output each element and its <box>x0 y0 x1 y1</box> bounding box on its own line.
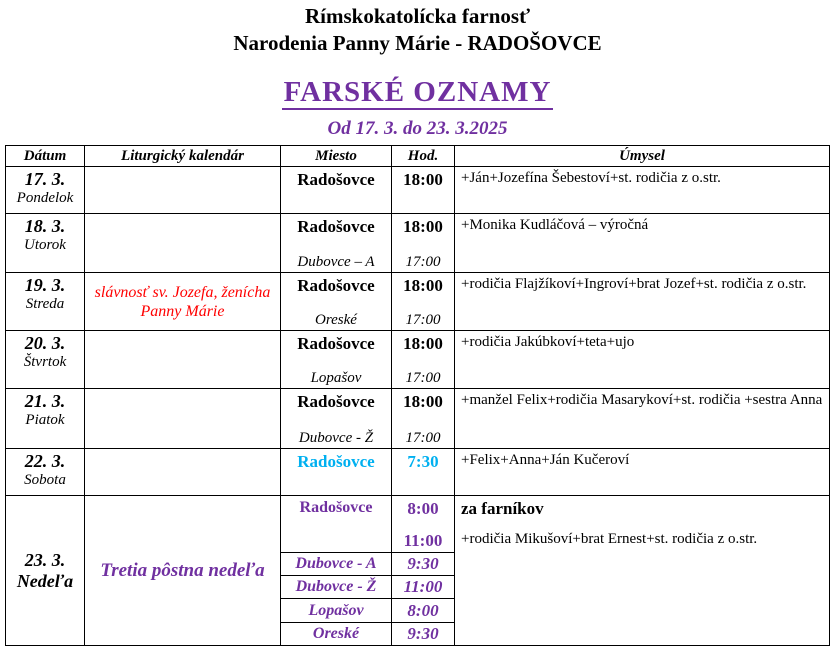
place-cell <box>281 273 392 331</box>
intent-cell: +Ján+Jozefína Šebestoví+st. rodičia z o.str. <box>455 167 830 214</box>
hour-cell <box>392 389 455 449</box>
hour-cell <box>392 496 455 553</box>
date: 23. 3. <box>24 549 66 570</box>
place-main: Radošovce <box>297 334 375 353</box>
place-main: Radošovce <box>297 170 375 189</box>
date: 21. 3. <box>24 391 66 411</box>
weekday: Nedeľa <box>16 570 74 591</box>
place-cell <box>281 496 392 553</box>
hour-secondary: 17:00 <box>405 370 441 386</box>
table-row <box>6 389 830 449</box>
place-cell: Lopašov <box>281 599 392 623</box>
hour-main: 18:00 <box>403 334 443 353</box>
col-hour: Hod. <box>392 146 455 167</box>
date: 22. 3. <box>24 451 66 471</box>
page-title <box>0 76 835 109</box>
date: 18. 3. <box>24 216 66 236</box>
calendar-cell <box>85 389 281 449</box>
hour-cell <box>392 449 455 496</box>
calendar-cell <box>85 331 281 389</box>
date-cell <box>6 331 85 389</box>
place-main: Radošovce <box>297 452 375 471</box>
hour-cell: 8:00 <box>392 599 455 623</box>
weekday: Utorok <box>24 237 66 253</box>
hour-cell <box>392 167 455 214</box>
place-cell <box>281 331 392 389</box>
date-cell <box>6 167 85 214</box>
intent-primary: za farníkov <box>461 499 544 518</box>
intent-secondary: +rodičia Mikušoví+brat Ernest+st. rodičia z o.str. <box>461 531 758 547</box>
col-intent: Úmysel <box>455 146 830 167</box>
col-place: Miesto <box>281 146 392 167</box>
place-main: Radošovce <box>297 392 375 411</box>
place-cell: Oreské <box>281 623 392 646</box>
intent-cell: +Monika Kudláčová – výročná <box>455 214 830 273</box>
place-cell: Dubovce - Ž <box>281 576 392 599</box>
place-secondary: Dubovce – A <box>297 254 375 270</box>
date: 17. 3. <box>24 169 66 189</box>
weekday: Pondelok <box>16 190 74 206</box>
place-cell <box>281 389 392 449</box>
hour-main: 7:30 <box>407 452 439 471</box>
table-header-row <box>6 146 830 167</box>
weekday: Sobota <box>24 472 66 488</box>
hour-main: 8:00 <box>407 499 439 518</box>
parish-subtitle: Narodenia Panny Márie - RADOŠOVCE <box>233 31 602 55</box>
hour-cell <box>392 214 455 273</box>
place-cell: Dubovce - A <box>281 553 392 576</box>
period: Od 17. 3. do 23. 3.2025 <box>327 118 508 139</box>
table-row <box>6 167 830 214</box>
date-cell <box>6 449 85 496</box>
parish-name: Rímskokatolícka farnosť <box>304 4 531 28</box>
place-main: Radošovce <box>297 217 375 236</box>
hour-secondary: 11:00 <box>403 531 443 550</box>
hour-cell: 9:30 <box>392 553 455 576</box>
hour-main: 18:00 <box>403 170 443 189</box>
col-date: Dátum <box>6 146 85 167</box>
calendar-cell <box>85 449 281 496</box>
place-cell <box>281 167 392 214</box>
date: 19. 3. <box>24 275 66 295</box>
hour-cell: 9:30 <box>392 623 455 646</box>
place-secondary: Oreské <box>315 312 357 328</box>
place-secondary: Dubovce - Ž <box>298 430 374 446</box>
place-main: Radošovce <box>297 276 375 295</box>
hour-main: 18:00 <box>403 276 443 295</box>
table-row <box>6 331 830 389</box>
table-row <box>6 273 830 331</box>
calendar-cell <box>85 167 281 214</box>
hour-main: 18:00 <box>403 392 443 411</box>
place-cell <box>281 214 392 273</box>
weekday: Piatok <box>25 412 65 428</box>
intent-cell: +Felix+Anna+Ján Kučeroví <box>455 449 830 496</box>
intent-cell: +manžel Felix+rodičia Masarykoví+st. rodičia +sestra Anna <box>455 389 830 449</box>
weekday: Streda <box>25 296 65 312</box>
hour-cell <box>392 331 455 389</box>
table-row <box>6 449 830 496</box>
table-row <box>6 496 830 553</box>
liturgical-feast: slávnosť sv. Jozefa, ženícha Panny Márie <box>85 273 281 331</box>
page-title-text: FARSKÉ OZNAMY <box>283 76 552 108</box>
hour-main: 18:00 <box>403 217 443 236</box>
date-cell <box>6 389 85 449</box>
hour-cell <box>392 273 455 331</box>
table-row <box>6 214 830 273</box>
intent-cell: +rodičia Jakúbkoví+teta+ujo <box>455 331 830 389</box>
date-cell <box>6 273 85 331</box>
sunday-date-cell <box>6 496 85 646</box>
announcements-table <box>5 145 830 646</box>
calendar-cell <box>85 214 281 273</box>
weekday: Štvrtok <box>23 354 67 370</box>
place-main: Radošovce <box>299 499 373 516</box>
hour-secondary: 17:00 <box>405 430 441 446</box>
intent-cell: +rodičia Flajžíkoví+Ingroví+brat Jozef+st. rodičia z o.str. <box>455 273 830 331</box>
col-calendar: Liturgický kalendár <box>85 146 281 167</box>
place-secondary: Lopašov <box>310 370 362 386</box>
hour-secondary: 17:00 <box>405 312 441 328</box>
intent-cell <box>455 496 830 646</box>
hour-cell: 11:00 <box>392 576 455 599</box>
date-cell <box>6 214 85 273</box>
hour-secondary: 17:00 <box>405 254 441 270</box>
liturgical-sunday: Tretia pôstna nedeľa <box>85 496 281 646</box>
date: 20. 3. <box>24 333 66 353</box>
place-cell <box>281 449 392 496</box>
